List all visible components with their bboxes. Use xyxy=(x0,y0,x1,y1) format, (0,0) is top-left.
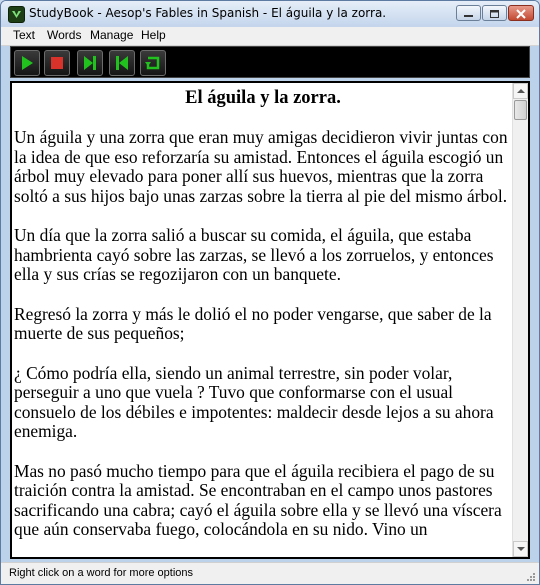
minimize-icon xyxy=(457,7,480,21)
stop-icon xyxy=(48,54,66,72)
scroll-thumb[interactable] xyxy=(514,100,527,120)
window-title: StudyBook - Aesop's Fables in Spanish - El águila y la zorra. xyxy=(29,6,387,20)
repeat-button[interactable] xyxy=(140,50,166,76)
story-paragraph[interactable]: ¿ Cómo podría ella, siendo un animal terrestre, sin poder volar, perseguir a uno que vuela ? Tuvo que conformarse con el usual consuelo de los débiles e impotentes: maldecir desde lejos a su ahora enemiga. xyxy=(14,362,494,441)
scroll-up-button[interactable] xyxy=(513,83,528,99)
menu-text[interactable]: Text xyxy=(13,28,36,42)
stop-button[interactable] xyxy=(44,50,70,76)
menu-manage[interactable]: Manage xyxy=(90,28,134,42)
status-bar xyxy=(1,562,539,585)
resize-grip-icon[interactable] xyxy=(525,571,536,582)
maximize-icon xyxy=(483,7,506,21)
story-paragraph[interactable]: Regresó la zorra y más le dolió el no poder vengarse, que saber de la muerte de sus pequeños; xyxy=(14,303,492,343)
menu-help[interactable]: Help xyxy=(141,28,166,42)
story-paragraph[interactable]: Mas no pasó mucho tiempo para que el águila recibiera el pago de su traición contra la amistad. Se encontraban en el campo unos pastores sacrificando una cabra; cayó el águila sobre ella y se llevó una víscera que aún conservaba fuego, colocándola en su nido. Vino un xyxy=(14,460,502,539)
skip-forward-icon xyxy=(81,54,99,72)
playback-toolbar xyxy=(10,46,530,78)
minimize-button[interactable] xyxy=(456,5,481,21)
repeat-icon xyxy=(144,54,162,72)
app-icon xyxy=(8,6,25,23)
status-text: Right click on a word for more options xyxy=(9,567,194,579)
menu-bar xyxy=(1,27,539,46)
menu-words[interactable]: Words xyxy=(47,28,82,42)
reading-pane[interactable] xyxy=(10,81,530,559)
play-icon xyxy=(18,54,36,72)
skip-back-button[interactable] xyxy=(109,50,135,76)
story-title: El águila y la zorra. xyxy=(185,88,341,108)
arrow-down-icon xyxy=(517,546,525,552)
play-button[interactable] xyxy=(14,50,40,76)
close-icon xyxy=(509,7,533,21)
title-bar[interactable] xyxy=(1,1,539,27)
maximize-button[interactable] xyxy=(482,5,507,21)
skip-forward-button[interactable] xyxy=(77,50,103,76)
vertical-scrollbar[interactable] xyxy=(512,83,528,557)
arrow-up-icon xyxy=(517,88,525,94)
scroll-down-button[interactable] xyxy=(513,541,528,557)
story-paragraph[interactable]: Un águila y una zorra que eran muy amigas decidieron vivir juntas con la idea de que eso reforzaría su amistad. Entonces el águila escogió un árbol muy elevado para poner allí sus huevos, mientras que la zorra soltó a sus hijos bajo unas zarzas sobre la tierra al pie del mismo árbol. xyxy=(14,127,508,206)
skip-back-icon xyxy=(113,54,131,72)
story-paragraph[interactable]: Un día que la zorra salió a buscar su comida, el águila, que estaba hambrienta cayó sobre las zarzas, se llevó a los zorruelos, y entonces ella y sus crías se regozijaron con un banquete. xyxy=(14,225,494,284)
close-button[interactable] xyxy=(508,5,534,21)
story-text[interactable] xyxy=(14,85,512,557)
